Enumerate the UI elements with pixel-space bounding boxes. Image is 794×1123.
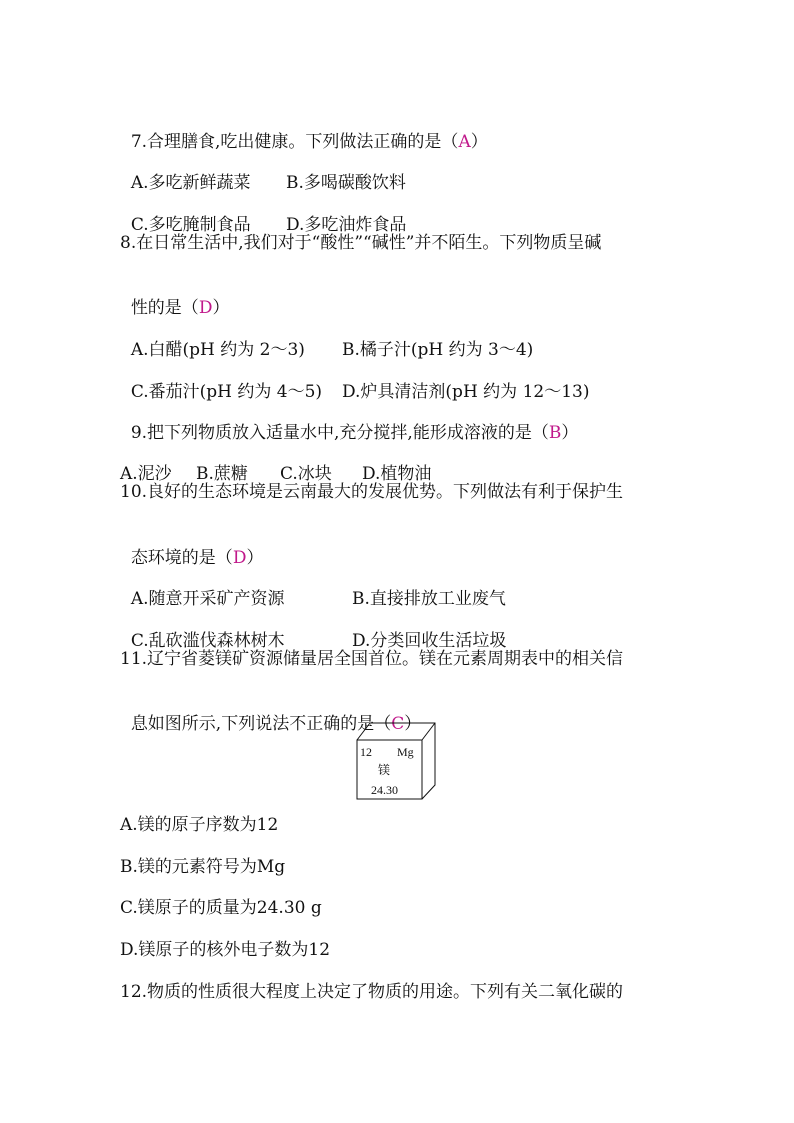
question-11-option-d: D.镁原子的核外电子数为12 [120,940,331,960]
element-atomic-number: 12 [360,745,372,759]
question-9-close: ） [561,423,579,443]
element-name: 镁 [378,763,391,777]
question-8-close: ） [212,298,230,318]
question-10-text: 态环境的是（ [130,548,233,568]
question-7-answer: A [458,132,471,152]
question-8-stem-line1: 8.在日常生活中,我们对于“酸性”“碱性”并不陌生。下列物质呈碱 [120,233,602,253]
question-8-option-d: D.炉具清洁剂(pH 约为 12～13) [342,382,590,402]
question-11-close: ） [404,714,422,734]
cube-top-edge [422,723,435,740]
magnesium-element-tile [356,722,436,800]
question-8-answer: D [198,298,213,318]
question-11-option-a: A.镁的原子序数为12 [120,815,279,835]
question-10-options-row2 [120,605,507,653]
question-11-option-b: B.镁的元素符号为Mg [120,857,286,877]
question-7-close: ） [470,132,488,152]
question-8-option-c: C.番茄汁(pH 约为 4～5) [130,382,323,402]
question-7-option-c: C.多吃腌制食品 [130,215,251,235]
question-9-option-a: A.泥沙 [120,464,172,484]
question-8-option-a: A.白醋(pH 约为 2～3) [130,340,305,360]
question-7-text: 7.合理膳食,吃出健康。下列做法正确的是（ [130,132,459,152]
question-10-answer: D [232,548,247,568]
question-10-close: ） [246,548,264,568]
question-11-option-c: C.镁原子的质量为24.30 g [120,898,322,918]
element-atomic-mass: 24.30 [371,783,398,797]
question-8-option-b: B.橘子汁(pH 约为 3～4) [342,340,534,360]
question-9-text: 9.把下列物质放入适量水中,充分搅拌,能形成溶液的是（ [130,423,549,443]
question-11-text: 息如图所示,下列说法不正确的是（ [130,714,392,734]
question-9-stem [120,397,578,445]
question-10-options-row1 [120,563,506,611]
question-7-option-d: D.多吃油炸食品 [286,215,407,235]
question-9-option-c: C.冰块 [280,464,332,484]
question-10-option-a: A.随意开采矿产资源 [130,589,285,609]
question-7-options-row1 [120,147,406,195]
question-10-option-d: D.分类回收生活垃圾 [352,631,507,651]
question-10-option-c: C.乱砍滥伐森林树木 [130,631,285,651]
question-11-answer: C [391,714,405,734]
question-8-stem-line2 [120,272,229,320]
question-10-stem-line1: 10.良好的生态环境是云南最大的发展优势。下列做法有利于保护生 [120,482,624,502]
question-8-options-row1 [120,314,534,362]
question-7-option-b: B.多喝碳酸饮料 [286,173,406,193]
question-12-stem-line1: 12.物质的性质很大程度上决定了物质的用途。下列有关二氧化碳的 [120,982,624,1002]
question-9-answer: B [548,423,562,443]
question-9-option-d: D.植物油 [362,464,432,484]
question-10-option-b: B.直接排放工业废气 [352,589,506,609]
question-9-option-b: B.蔗糖 [196,464,248,484]
question-7-options-row2 [120,189,407,237]
question-9-options [120,438,432,486]
question-11-stem-line1: 11.辽宁省菱镁矿资源储量居全国首位。镁在元素周期表中的相关信 [120,649,624,669]
element-symbol: Mg [397,745,414,759]
question-7-option-a: A.多吃新鲜蔬菜 [130,173,251,193]
question-8-text: 性的是（ [130,298,199,318]
